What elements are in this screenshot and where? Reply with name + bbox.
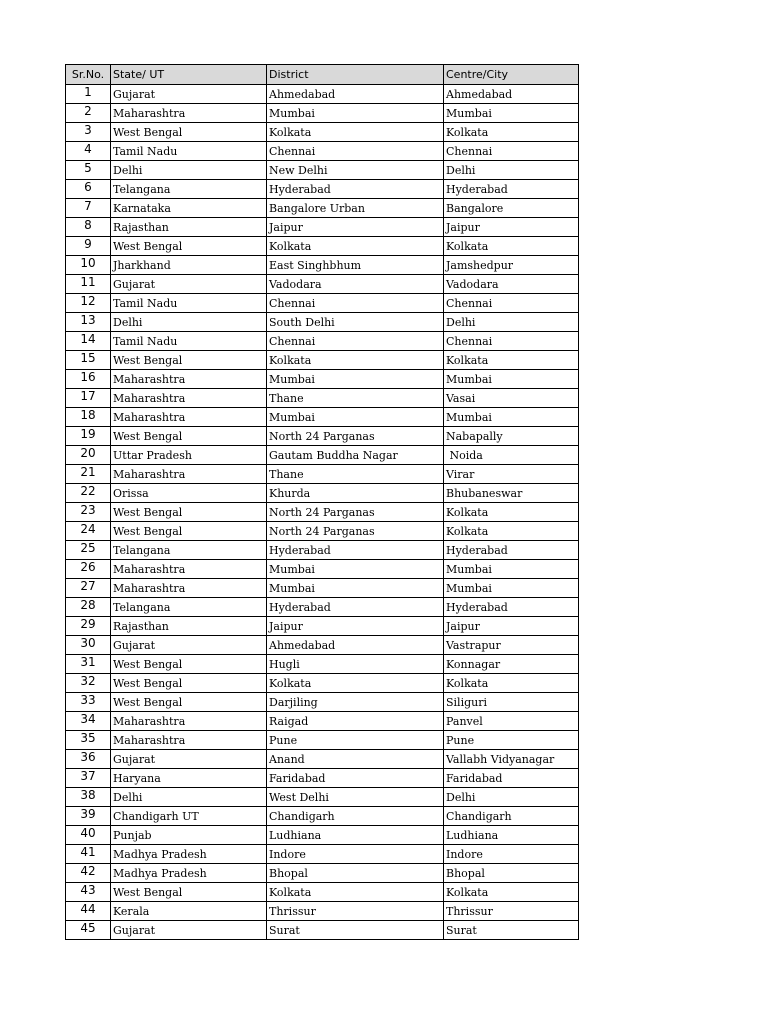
table-row bbox=[66, 199, 579, 218]
cell-state-ut: Karnataka bbox=[111, 199, 267, 218]
table-row bbox=[66, 636, 579, 655]
cell-sr-no: 9 bbox=[66, 237, 111, 256]
table-row bbox=[66, 237, 579, 256]
cell-sr-no: 3 bbox=[66, 123, 111, 142]
cell-centre-city: Jamshedpur bbox=[444, 256, 579, 275]
header-state-ut: State/ UT bbox=[111, 65, 267, 85]
cell-district: Raigad bbox=[267, 712, 444, 731]
cell-state-ut: Delhi bbox=[111, 313, 267, 332]
cell-sr-no: 27 bbox=[66, 579, 111, 598]
cell-sr-no: 2 bbox=[66, 104, 111, 123]
cell-district: North 24 Parganas bbox=[267, 522, 444, 541]
cell-sr-no: 44 bbox=[66, 902, 111, 921]
header-sr-no: Sr.No. bbox=[66, 65, 111, 85]
cell-state-ut: West Bengal bbox=[111, 351, 267, 370]
cell-sr-no: 1 bbox=[66, 85, 111, 104]
cell-centre-city: Konnagar bbox=[444, 655, 579, 674]
table-row bbox=[66, 826, 579, 845]
table-row bbox=[66, 693, 579, 712]
cell-district: Ahmedabad bbox=[267, 636, 444, 655]
cell-sr-no: 20 bbox=[66, 446, 111, 465]
cell-state-ut: Uttar Pradesh bbox=[111, 446, 267, 465]
cell-district: Mumbai bbox=[267, 370, 444, 389]
table-row bbox=[66, 351, 579, 370]
cell-sr-no: 24 bbox=[66, 522, 111, 541]
cell-state-ut: Gujarat bbox=[111, 750, 267, 769]
cell-state-ut: Haryana bbox=[111, 769, 267, 788]
cell-state-ut: Orissa bbox=[111, 484, 267, 503]
cell-district: Faridabad bbox=[267, 769, 444, 788]
cell-centre-city: Chennai bbox=[444, 142, 579, 161]
cell-centre-city: Mumbai bbox=[444, 560, 579, 579]
table-row bbox=[66, 85, 579, 104]
table-row bbox=[66, 598, 579, 617]
cell-centre-city: Faridabad bbox=[444, 769, 579, 788]
cell-state-ut: Madhya Pradesh bbox=[111, 864, 267, 883]
table-row bbox=[66, 484, 579, 503]
cell-sr-no: 18 bbox=[66, 408, 111, 427]
cell-centre-city: Bhopal bbox=[444, 864, 579, 883]
cell-sr-no: 8 bbox=[66, 218, 111, 237]
cell-district: Jaipur bbox=[267, 617, 444, 636]
table-row bbox=[66, 883, 579, 902]
table-row bbox=[66, 902, 579, 921]
cell-centre-city: Siliguri bbox=[444, 693, 579, 712]
cell-centre-city: Ahmedabad bbox=[444, 85, 579, 104]
table-row bbox=[66, 617, 579, 636]
cell-sr-no: 15 bbox=[66, 351, 111, 370]
cell-state-ut: Chandigarh UT bbox=[111, 807, 267, 826]
cell-district: Kolkata bbox=[267, 883, 444, 902]
table-row bbox=[66, 503, 579, 522]
table-row bbox=[66, 427, 579, 446]
cell-centre-city: Kolkata bbox=[444, 674, 579, 693]
table-row bbox=[66, 218, 579, 237]
cell-sr-no: 5 bbox=[66, 161, 111, 180]
cell-centre-city: Mumbai bbox=[444, 370, 579, 389]
cell-state-ut: West Bengal bbox=[111, 693, 267, 712]
cell-centre-city: Bangalore bbox=[444, 199, 579, 218]
cell-district: Indore bbox=[267, 845, 444, 864]
cell-centre-city: Kolkata bbox=[444, 522, 579, 541]
table-row bbox=[66, 674, 579, 693]
table-row bbox=[66, 921, 579, 940]
cell-centre-city: Kolkata bbox=[444, 237, 579, 256]
cell-state-ut: West Bengal bbox=[111, 674, 267, 693]
cell-state-ut: Telangana bbox=[111, 598, 267, 617]
cell-sr-no: 22 bbox=[66, 484, 111, 503]
cell-sr-no: 39 bbox=[66, 807, 111, 826]
cell-state-ut: Delhi bbox=[111, 788, 267, 807]
cell-sr-no: 40 bbox=[66, 826, 111, 845]
table-row bbox=[66, 807, 579, 826]
cell-district: Bhopal bbox=[267, 864, 444, 883]
cell-district: West Delhi bbox=[267, 788, 444, 807]
cell-centre-city: Jaipur bbox=[444, 218, 579, 237]
cell-sr-no: 14 bbox=[66, 332, 111, 351]
cell-sr-no: 7 bbox=[66, 199, 111, 218]
cell-state-ut: Maharashtra bbox=[111, 408, 267, 427]
cell-centre-city: Kolkata bbox=[444, 503, 579, 522]
table-row bbox=[66, 142, 579, 161]
cell-centre-city: Mumbai bbox=[444, 104, 579, 123]
cell-state-ut: Maharashtra bbox=[111, 560, 267, 579]
cell-centre-city: Hyderabad bbox=[444, 598, 579, 617]
cell-district: Ludhiana bbox=[267, 826, 444, 845]
table-header bbox=[66, 65, 579, 85]
cell-centre-city: Mumbai bbox=[444, 579, 579, 598]
cell-sr-no: 17 bbox=[66, 389, 111, 408]
cell-state-ut: Rajasthan bbox=[111, 617, 267, 636]
cell-state-ut: Kerala bbox=[111, 902, 267, 921]
cell-district: Thrissur bbox=[267, 902, 444, 921]
cell-district: East Singhbhum bbox=[267, 256, 444, 275]
header-centre-city: Centre/City bbox=[444, 65, 579, 85]
table-row bbox=[66, 864, 579, 883]
table-row bbox=[66, 750, 579, 769]
cell-sr-no: 11 bbox=[66, 275, 111, 294]
cell-district: Darjiling bbox=[267, 693, 444, 712]
table-row bbox=[66, 465, 579, 484]
cell-district: Chandigarh bbox=[267, 807, 444, 826]
cell-state-ut: Maharashtra bbox=[111, 104, 267, 123]
table-row bbox=[66, 655, 579, 674]
cell-state-ut: Delhi bbox=[111, 161, 267, 180]
cell-centre-city: Hyderabad bbox=[444, 180, 579, 199]
cell-state-ut: Maharashtra bbox=[111, 370, 267, 389]
table-row bbox=[66, 788, 579, 807]
table-row bbox=[66, 180, 579, 199]
table-row bbox=[66, 123, 579, 142]
cell-sr-no: 12 bbox=[66, 294, 111, 313]
cell-centre-city: Kolkata bbox=[444, 883, 579, 902]
cell-centre-city: Vastrapur bbox=[444, 636, 579, 655]
table-row bbox=[66, 408, 579, 427]
cell-district: Kolkata bbox=[267, 237, 444, 256]
table-row bbox=[66, 845, 579, 864]
cell-district: Khurda bbox=[267, 484, 444, 503]
cell-state-ut: Maharashtra bbox=[111, 389, 267, 408]
cell-district: Hugli bbox=[267, 655, 444, 674]
cell-district: Mumbai bbox=[267, 104, 444, 123]
cell-state-ut: Tamil Nadu bbox=[111, 142, 267, 161]
cell-state-ut: West Bengal bbox=[111, 522, 267, 541]
centres-table bbox=[65, 64, 579, 940]
cell-district: Jaipur bbox=[267, 218, 444, 237]
cell-sr-no: 26 bbox=[66, 560, 111, 579]
table-row bbox=[66, 579, 579, 598]
cell-centre-city: Delhi bbox=[444, 313, 579, 332]
table-row bbox=[66, 712, 579, 731]
cell-sr-no: 36 bbox=[66, 750, 111, 769]
table-row bbox=[66, 769, 579, 788]
table-row bbox=[66, 161, 579, 180]
cell-sr-no: 38 bbox=[66, 788, 111, 807]
table-row bbox=[66, 275, 579, 294]
cell-state-ut: Maharashtra bbox=[111, 465, 267, 484]
cell-sr-no: 43 bbox=[66, 883, 111, 902]
cell-state-ut: Gujarat bbox=[111, 85, 267, 104]
cell-sr-no: 42 bbox=[66, 864, 111, 883]
cell-centre-city: Thrissur bbox=[444, 902, 579, 921]
cell-state-ut: Maharashtra bbox=[111, 712, 267, 731]
cell-district: Chennai bbox=[267, 142, 444, 161]
table-row bbox=[66, 446, 579, 465]
cell-sr-no: 32 bbox=[66, 674, 111, 693]
cell-sr-no: 13 bbox=[66, 313, 111, 332]
table-row bbox=[66, 104, 579, 123]
cell-district: Bangalore Urban bbox=[267, 199, 444, 218]
cell-centre-city: Nabapally bbox=[444, 427, 579, 446]
table-row bbox=[66, 541, 579, 560]
cell-centre-city: Kolkata bbox=[444, 351, 579, 370]
cell-district: Gautam Buddha Nagar bbox=[267, 446, 444, 465]
cell-centre-city: Surat bbox=[444, 921, 579, 940]
cell-district: Thane bbox=[267, 465, 444, 484]
cell-centre-city: Virar bbox=[444, 465, 579, 484]
cell-sr-no: 35 bbox=[66, 731, 111, 750]
cell-district: Thane bbox=[267, 389, 444, 408]
cell-state-ut: Punjab bbox=[111, 826, 267, 845]
cell-centre-city: Delhi bbox=[444, 788, 579, 807]
cell-centre-city: Bhubaneswar bbox=[444, 484, 579, 503]
cell-state-ut: West Bengal bbox=[111, 503, 267, 522]
cell-district: Chennai bbox=[267, 332, 444, 351]
cell-sr-no: 37 bbox=[66, 769, 111, 788]
cell-district: Chennai bbox=[267, 294, 444, 313]
cell-sr-no: 25 bbox=[66, 541, 111, 560]
cell-state-ut: Gujarat bbox=[111, 275, 267, 294]
cell-district: Mumbai bbox=[267, 408, 444, 427]
cell-district: New Delhi bbox=[267, 161, 444, 180]
table-body bbox=[66, 85, 579, 940]
cell-state-ut: West Bengal bbox=[111, 123, 267, 142]
cell-sr-no: 33 bbox=[66, 693, 111, 712]
cell-sr-no: 16 bbox=[66, 370, 111, 389]
cell-state-ut: West Bengal bbox=[111, 883, 267, 902]
cell-centre-city: Vallabh Vidyanagar bbox=[444, 750, 579, 769]
cell-state-ut: Tamil Nadu bbox=[111, 294, 267, 313]
cell-district: Vadodara bbox=[267, 275, 444, 294]
cell-district: Hyderabad bbox=[267, 180, 444, 199]
table-row bbox=[66, 522, 579, 541]
cell-centre-city: Jaipur bbox=[444, 617, 579, 636]
cell-state-ut: Jharkhand bbox=[111, 256, 267, 275]
cell-state-ut: West Bengal bbox=[111, 655, 267, 674]
cell-sr-no: 23 bbox=[66, 503, 111, 522]
cell-sr-no: 34 bbox=[66, 712, 111, 731]
cell-state-ut: Madhya Pradesh bbox=[111, 845, 267, 864]
cell-sr-no: 41 bbox=[66, 845, 111, 864]
cell-state-ut: West Bengal bbox=[111, 237, 267, 256]
cell-state-ut: Telangana bbox=[111, 541, 267, 560]
cell-centre-city: Delhi bbox=[444, 161, 579, 180]
cell-sr-no: 30 bbox=[66, 636, 111, 655]
cell-state-ut: Gujarat bbox=[111, 921, 267, 940]
cell-sr-no: 31 bbox=[66, 655, 111, 674]
cell-district: North 24 Parganas bbox=[267, 503, 444, 522]
table-row bbox=[66, 731, 579, 750]
table-row bbox=[66, 313, 579, 332]
cell-centre-city: Vadodara bbox=[444, 275, 579, 294]
cell-centre-city: Mumbai bbox=[444, 408, 579, 427]
cell-state-ut: Maharashtra bbox=[111, 579, 267, 598]
cell-sr-no: 6 bbox=[66, 180, 111, 199]
cell-district: Pune bbox=[267, 731, 444, 750]
cell-district: Ahmedabad bbox=[267, 85, 444, 104]
cell-centre-city: Kolkata bbox=[444, 123, 579, 142]
table-row bbox=[66, 256, 579, 275]
cell-district: Kolkata bbox=[267, 674, 444, 693]
cell-district: Hyderabad bbox=[267, 598, 444, 617]
cell-district: South Delhi bbox=[267, 313, 444, 332]
cell-district: Mumbai bbox=[267, 560, 444, 579]
cell-sr-no: 29 bbox=[66, 617, 111, 636]
cell-centre-city: Panvel bbox=[444, 712, 579, 731]
cell-state-ut: Gujarat bbox=[111, 636, 267, 655]
cell-sr-no: 4 bbox=[66, 142, 111, 161]
table-row bbox=[66, 389, 579, 408]
table-row bbox=[66, 370, 579, 389]
table-row bbox=[66, 332, 579, 351]
header-row bbox=[66, 65, 579, 85]
cell-district: Surat bbox=[267, 921, 444, 940]
cell-centre-city: Chennai bbox=[444, 332, 579, 351]
cell-centre-city: Chandigarh bbox=[444, 807, 579, 826]
cell-district: Hyderabad bbox=[267, 541, 444, 560]
cell-centre-city: Chennai bbox=[444, 294, 579, 313]
cell-centre-city: Vasai bbox=[444, 389, 579, 408]
cell-sr-no: 10 bbox=[66, 256, 111, 275]
cell-sr-no: 28 bbox=[66, 598, 111, 617]
cell-state-ut: Telangana bbox=[111, 180, 267, 199]
cell-centre-city: Noida bbox=[444, 446, 579, 465]
cell-district: Kolkata bbox=[267, 123, 444, 142]
cell-state-ut: West Bengal bbox=[111, 427, 267, 446]
table-row bbox=[66, 294, 579, 313]
cell-state-ut: Rajasthan bbox=[111, 218, 267, 237]
cell-district: Mumbai bbox=[267, 579, 444, 598]
header-district: District bbox=[267, 65, 444, 85]
cell-centre-city: Pune bbox=[444, 731, 579, 750]
cell-district: North 24 Parganas bbox=[267, 427, 444, 446]
cell-state-ut: Maharashtra bbox=[111, 731, 267, 750]
cell-sr-no: 45 bbox=[66, 921, 111, 940]
cell-centre-city: Ludhiana bbox=[444, 826, 579, 845]
cell-centre-city: Indore bbox=[444, 845, 579, 864]
cell-state-ut: Tamil Nadu bbox=[111, 332, 267, 351]
cell-district: Kolkata bbox=[267, 351, 444, 370]
table-row bbox=[66, 560, 579, 579]
cell-centre-city: Hyderabad bbox=[444, 541, 579, 560]
cell-district: Anand bbox=[267, 750, 444, 769]
cell-sr-no: 21 bbox=[66, 465, 111, 484]
cell-sr-no: 19 bbox=[66, 427, 111, 446]
